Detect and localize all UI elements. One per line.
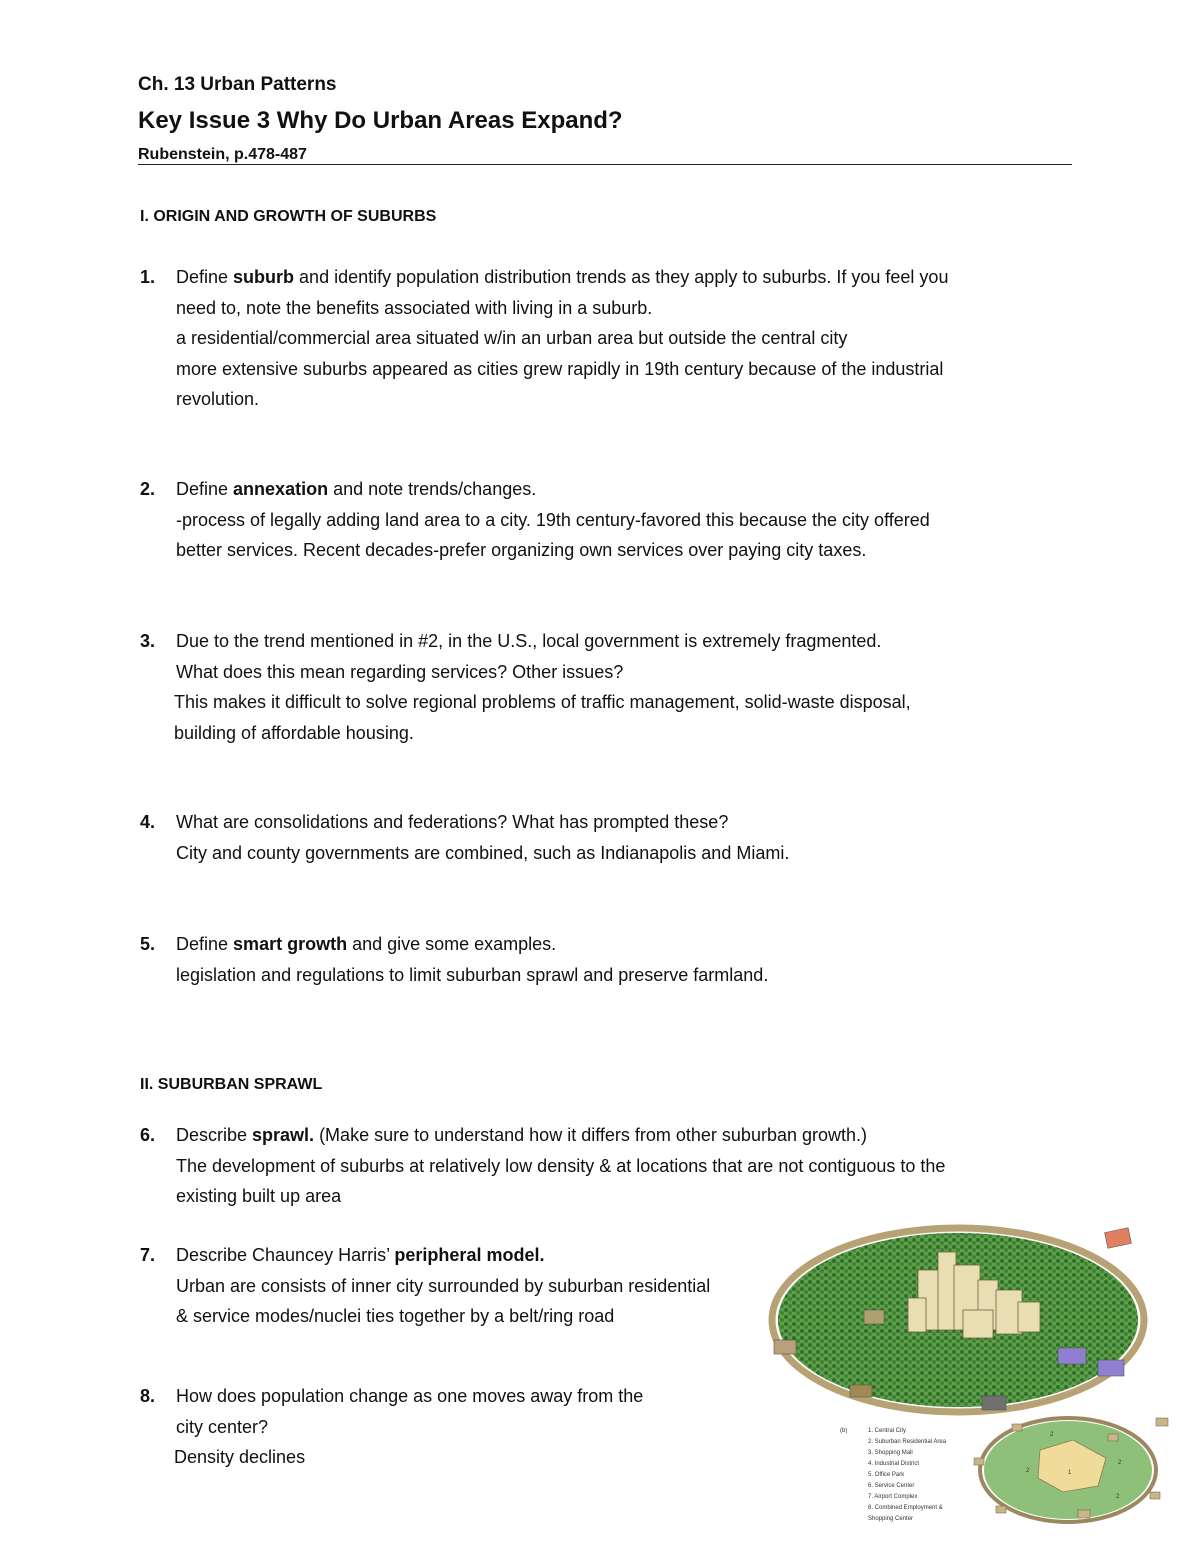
map-label: 2 <box>1050 1432 1054 1438</box>
legend-item: 2. Suburban Residential Area <box>868 1439 947 1445</box>
question-number: 5. <box>140 934 156 954</box>
map-label: 2 <box>1116 1494 1120 1500</box>
key-issue-title: Key Issue 3 Why Do Urban Areas Expand? <box>138 107 623 134</box>
legend-item: 1. Central City <box>868 1428 907 1434</box>
answer-text: Urban are consists of inner city surrounded by suburban residential <box>176 1275 711 1296</box>
answer-text: revolution. <box>176 389 260 409</box>
key-term: annexation <box>233 479 329 499</box>
legend-marker: (b) <box>840 1428 848 1434</box>
question-text: Define smart growth and give some examples. <box>176 934 557 954</box>
peripheral-model-map <box>974 1418 1168 1522</box>
question-text: How does population change as one moves away from the <box>176 1386 644 1406</box>
question-text: Define annexation and note trends/changes. <box>176 479 537 499</box>
peripheral-model-illustration <box>768 1210 1188 1540</box>
question-text: city center? <box>176 1416 269 1437</box>
question-number: 2. <box>140 479 156 499</box>
question-text: Describe sprawl. (Make sure to understand how it differs from other suburban growth.) <box>176 1125 867 1145</box>
source-citation: Rubenstein, p.478-487 <box>138 146 307 163</box>
chapter-title: Ch. 13 Urban Patterns <box>138 74 337 95</box>
answer-text: The development of suburbs at relatively low density & at locations that are not contiguous to the <box>176 1155 946 1176</box>
answer-text: a residential/commercial area situated w/in an urban area but outside the central city <box>176 328 848 348</box>
answer-text: & service modes/nuclei ties together by a belt/ring road <box>176 1306 615 1326</box>
key-term: smart growth <box>233 934 348 954</box>
answer-text: better services. Recent decades-prefer organizing own services over paying city taxes. <box>176 540 867 560</box>
answer-text: City and county governments are combined, such as Indianapolis and Miami. <box>176 842 790 863</box>
question-number: 4. <box>140 812 156 832</box>
key-term: peripheral model. <box>394 1245 545 1265</box>
map-label: 1 <box>1068 1470 1072 1476</box>
answer-text: -process of legally adding land area to a city. 19th century-favored this because the city offered <box>176 509 930 530</box>
key-term: sprawl. <box>252 1125 315 1145</box>
key-term: suburb <box>233 267 295 287</box>
answer-text: existing built up area <box>176 1186 342 1206</box>
legend-item: 8. Combined Employment & <box>868 1505 943 1511</box>
map-label: 2 <box>1118 1460 1122 1466</box>
header-rule <box>138 164 1072 165</box>
question-number: 7. <box>140 1245 156 1265</box>
legend-item: Shopping Center <box>868 1516 914 1522</box>
question-number: 8. <box>140 1386 156 1406</box>
city-perspective-view <box>772 1228 1144 1412</box>
answer-text: building of affordable housing. <box>174 722 414 743</box>
question-text: Due to the trend mentioned in #2, in the U.S., local government is extremely fragmented. <box>176 631 882 651</box>
question-text: What are consolidations and federations? What has prompted these? <box>176 812 729 832</box>
question-number: 3. <box>140 631 156 651</box>
question-text: What does this mean regarding services? Other issues? <box>176 661 624 682</box>
answer-text: Density declines <box>174 1447 306 1467</box>
question-text: need to, note the benefits associated with living in a suburb. <box>176 297 653 318</box>
question-number: 1. <box>140 267 156 287</box>
legend-item: 7. Airport Complex <box>868 1494 918 1500</box>
legend-item: 4. Industrial District <box>868 1461 920 1467</box>
section-heading-sprawl: II. SUBURBAN SPRAWL <box>140 1076 323 1093</box>
answer-text: legislation and regulations to limit suburban sprawl and preserve farmland. <box>176 964 769 985</box>
answer-text: more extensive suburbs appeared as cities grew rapidly in 19th century because of the industrial <box>176 358 944 379</box>
legend-item: 6. Service Center <box>868 1483 915 1489</box>
section-heading-origin: I. ORIGIN AND GROWTH OF SUBURBS <box>140 208 437 225</box>
question-number: 6. <box>140 1125 156 1145</box>
legend-item: 3. Shopping Mall <box>868 1450 913 1456</box>
question-text: Define suburb and identify population distribution trends as they apply to suburbs. If you feel you <box>176 267 949 287</box>
answer-text: This makes it difficult to solve regional problems of traffic management, solid-waste disposal, <box>174 692 911 712</box>
legend-item: 5. Office Park <box>868 1472 905 1478</box>
question-text: Describe Chauncey Harris’ peripheral model. <box>176 1245 545 1265</box>
map-legend <box>840 1428 947 1522</box>
map-label: 2 <box>1026 1468 1030 1474</box>
